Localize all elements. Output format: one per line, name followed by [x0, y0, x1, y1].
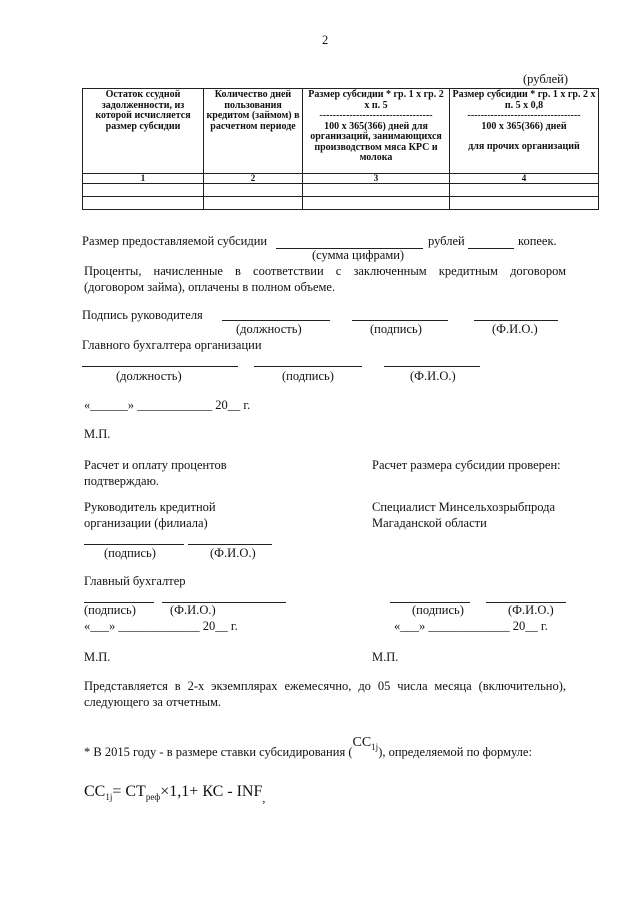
col4-top: Размер субсидии * гр. 1 х гр. 2 х п. 5 х 0,8	[452, 89, 596, 111]
specialist-date-line[interactable]: «___» _____________ 20__ г.	[394, 619, 548, 633]
confirm-line1: Расчет и оплату процентов	[84, 458, 227, 472]
col3-dash: ----------------------------------	[319, 111, 433, 121]
formula-ref-index: реф	[145, 792, 161, 802]
chief-signature-line[interactable]	[254, 366, 362, 367]
confirm-line2: подтверждаю.	[84, 474, 160, 488]
specialist-signature-caption: (подпись)	[412, 603, 464, 617]
formula-eq: = СТ	[112, 783, 146, 800]
bank-chief-fio-caption: (Ф.И.О.)	[170, 603, 216, 617]
date-line[interactable]: «______» ____________ 20__ г.	[84, 398, 251, 412]
col4-dash: ----------------------------------	[467, 111, 581, 121]
col-num-4: 4	[450, 174, 599, 184]
bank-chief-signature-caption: (подпись)	[84, 603, 136, 617]
bank-chief-label: Главный бухгалтер	[84, 574, 186, 588]
head-position-line[interactable]	[222, 320, 330, 321]
col-num-3: 3	[303, 174, 450, 184]
sum-caption: (сумма цифрами)	[312, 248, 405, 262]
col3-bottom: 100 х 365(366) дней для организаций, занимающихся производством мяса КРС и молока	[310, 120, 442, 163]
position-caption: (должность)	[236, 322, 302, 336]
footnote-text-before: * В 2015 году - в размере ставки субсидирования (	[84, 745, 353, 759]
bank-head-signature-caption: (подпись)	[104, 546, 156, 560]
subsidy-table	[82, 88, 599, 210]
signature-caption: (подпись)	[370, 322, 422, 336]
col2-header: Количество дней пользования кредитом (займом) в расчетном периоде	[204, 89, 303, 174]
head-signature-label: Подпись руководителя	[82, 308, 203, 322]
bank-stamp-place: М.П.	[84, 650, 111, 664]
bank-head-line2: организации (филиала)	[84, 516, 208, 530]
interest-note: Проценты, начисленные в соответствии с заключенным кредитным договором (договором займа), оплачены в полном объеме.	[84, 264, 566, 294]
formula-rest: ×1,1+ КС - INF	[160, 783, 263, 800]
col4-bottom: для прочих организаций	[468, 141, 580, 152]
submission-note: Представляется в 2-х экземплярах ежемесячно, до 05 числа месяца (включительно), следующего за отчетным.	[84, 679, 566, 709]
chief-signature-caption: (подпись)	[282, 369, 334, 383]
formula-lhs: СС	[84, 783, 106, 800]
chief-accountant-org-label: Главного бухгалтера организации	[82, 338, 262, 352]
col-num-1: 1	[83, 174, 204, 184]
kop-label: копеек.	[518, 234, 557, 248]
table-row	[83, 197, 599, 210]
table-row	[83, 184, 599, 197]
specialist-fio-caption: (Ф.И.О.)	[508, 603, 554, 617]
col1-header: Остаток ссудной задолженности, из которой исчисляется размер субсидии	[83, 89, 204, 174]
formula-lhs-index: 1j	[105, 792, 113, 802]
footnote-text-after: ), определяемой по формуле:	[378, 745, 532, 759]
head-signature-line[interactable]	[352, 320, 448, 321]
bank-head-line1: Руководитель кредитной	[84, 500, 216, 514]
chief-position-line[interactable]	[82, 366, 238, 367]
formula-comma: ,	[262, 791, 266, 805]
checked-label: Расчет размера субсидии проверен:	[372, 458, 561, 472]
kop-field[interactable]	[468, 248, 514, 249]
subsidy-rate-formula	[84, 783, 266, 805]
footnote-symbol-index: 1j	[371, 742, 379, 752]
fio-caption: (Ф.И.О.)	[492, 322, 538, 336]
rub-label: рублей	[428, 234, 465, 248]
page-number: 2	[322, 33, 329, 47]
bank-date-line[interactable]: «___» _____________ 20__ г.	[84, 619, 238, 633]
col4-header	[450, 89, 599, 174]
chief-fio-caption: (Ф.И.О.)	[410, 369, 456, 383]
ministry-stamp-place: М.П.	[372, 650, 399, 664]
col4-mid: 100 х 365(366) дней	[481, 120, 567, 132]
subsidy-label: Размер предоставляемой субсидии	[82, 234, 268, 248]
footnote	[84, 735, 532, 762]
chief-fio-line[interactable]	[384, 366, 480, 367]
bank-head-signature-line[interactable]	[84, 544, 184, 545]
col3-top: Размер субсидии * гр. 1 х гр. 2 х п. 5	[308, 89, 444, 111]
specialist-line2: Магаданской области	[372, 516, 487, 530]
bank-head-fio-caption: (Ф.И.О.)	[210, 546, 256, 560]
head-fio-line[interactable]	[474, 320, 558, 321]
chief-position-caption: (должность)	[116, 369, 182, 383]
currency-note: (рублей)	[523, 72, 569, 86]
col-num-2: 2	[204, 174, 303, 184]
bank-head-fio-line[interactable]	[188, 544, 272, 545]
col3-header	[303, 89, 450, 174]
footnote-symbol: СС	[352, 735, 372, 750]
stamp-place: М.П.	[84, 427, 111, 441]
specialist-line1: Специалист Минсельхозрыбпрода	[372, 500, 556, 514]
